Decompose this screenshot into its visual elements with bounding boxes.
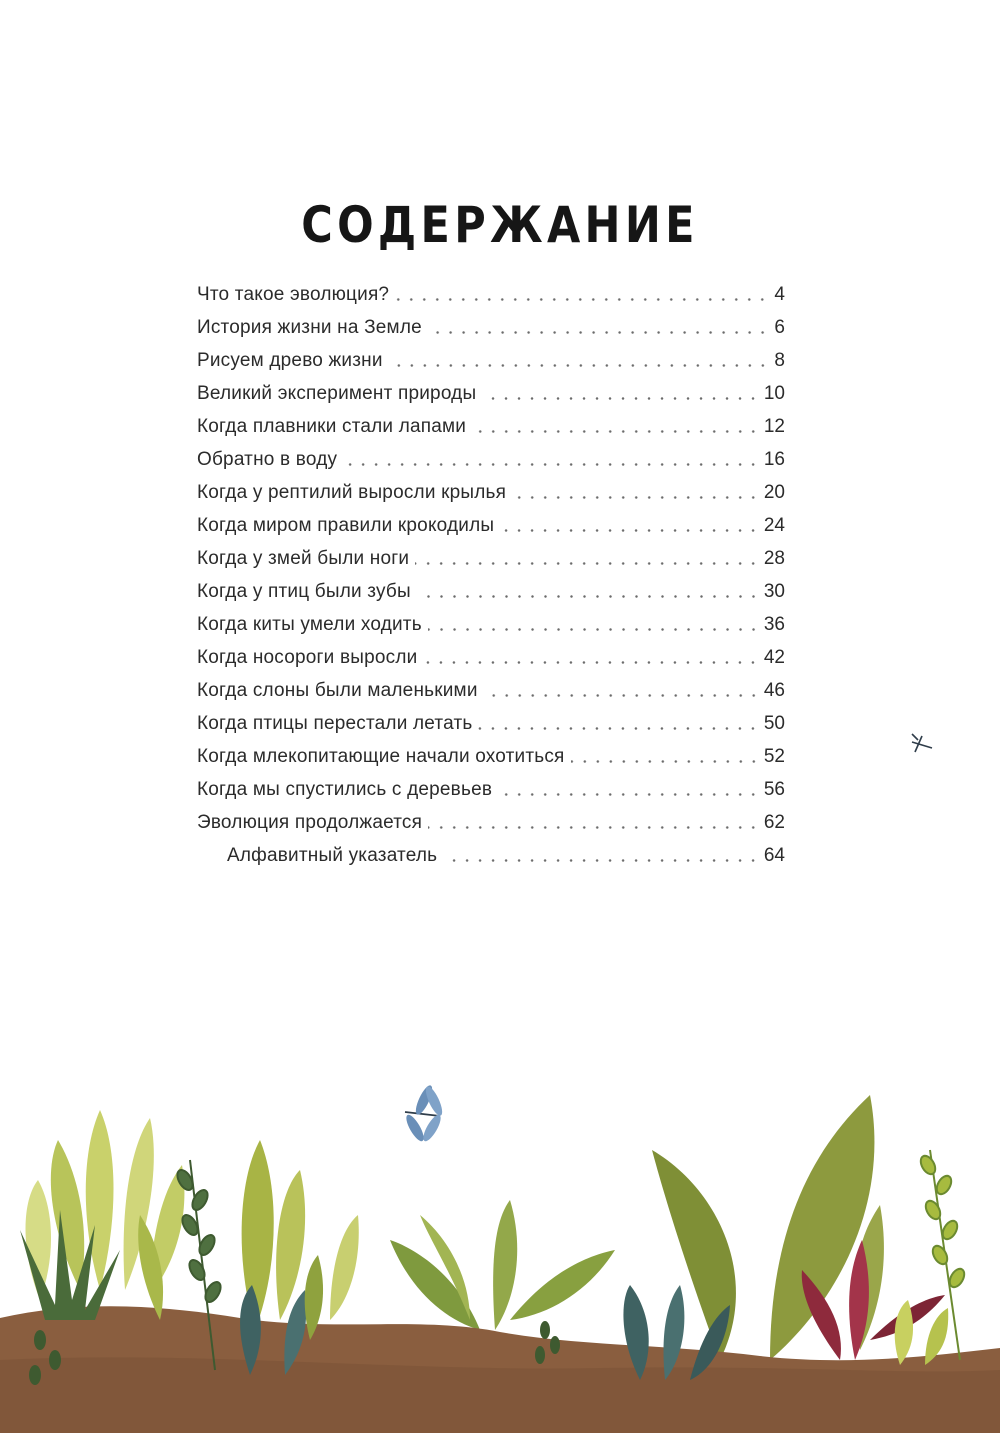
toc-page-number: 36	[763, 614, 785, 635]
toc-page-number: 8	[774, 350, 785, 371]
toc-entry[interactable]	[197, 740, 785, 773]
toc-page-number: 50	[763, 713, 785, 734]
toc-page-number: 4	[774, 284, 785, 305]
toc-page-number: 6	[774, 317, 785, 338]
toc-entry[interactable]	[197, 311, 785, 344]
dragonfly-icon	[403, 1083, 445, 1143]
toc-entry-label: Алфавитный указатель	[227, 845, 438, 866]
toc-entry-label: История жизни на Земле	[197, 317, 422, 338]
toc-page-number: 20	[763, 482, 785, 503]
dot-leader	[478, 727, 759, 730]
toc-entry[interactable]	[197, 443, 785, 476]
toc-entry-label: Когда у рептилий выросли крылья	[197, 482, 507, 503]
dot-leader	[415, 562, 760, 565]
page-title: СОДЕРЖАНИЕ	[301, 196, 699, 254]
toc-entry-label: Что такое эволюция?	[197, 284, 390, 305]
dot-leader	[512, 496, 760, 499]
toc-entry-label: Когда млекопитающие начали охотиться	[197, 746, 565, 767]
dot-leader	[443, 859, 760, 862]
dot-leader	[423, 661, 759, 664]
toc-entry-label: Когда у змей были ноги	[197, 548, 410, 569]
toc-page-number: 16	[763, 449, 785, 470]
dot-leader	[428, 628, 760, 631]
toc-entry-label: Когда мы спустились с деревьев	[197, 779, 493, 800]
dot-leader	[389, 364, 769, 367]
toc-entry[interactable]	[197, 773, 785, 806]
dot-leader	[428, 826, 760, 829]
toc-entry-label: Великий эксперимент природы	[197, 383, 477, 404]
toc-page-number: 56	[763, 779, 785, 800]
dot-leader	[428, 331, 769, 334]
toc-entry[interactable]	[197, 608, 785, 641]
toc-entry[interactable]	[197, 344, 785, 377]
toc-entry-label: Когда киты умели ходить	[197, 614, 422, 635]
toc-page-number: 52	[763, 746, 785, 767]
toc-page-number: 30	[763, 581, 785, 602]
toc-page-number: 28	[763, 548, 785, 569]
toc-page-number: 62	[763, 812, 785, 833]
toc-entry[interactable]	[197, 377, 785, 410]
toc-page-number: 24	[763, 515, 785, 536]
dot-leader	[417, 595, 760, 598]
toc-entry-label: Когда плавники стали лапами	[197, 416, 467, 437]
toc-entry[interactable]	[197, 410, 785, 443]
toc-entry[interactable]	[197, 641, 785, 674]
toc-entry-label: Эволюция продолжается	[197, 812, 423, 833]
toc-page-number: 46	[763, 680, 785, 701]
dot-leader	[500, 529, 760, 532]
dot-leader	[498, 793, 760, 796]
dot-leader	[395, 298, 769, 301]
toc-page-number: 42	[763, 647, 785, 668]
toc-page-number: 10	[763, 383, 785, 404]
small-dragonfly-icon	[912, 734, 932, 752]
dot-leader	[482, 397, 760, 400]
toc-entry[interactable]	[197, 509, 785, 542]
toc-entry[interactable]	[197, 542, 785, 575]
toc-entry-label: Когда у птиц были зубы	[197, 581, 411, 602]
toc-entry[interactable]	[197, 278, 785, 311]
toc-entry[interactable]	[197, 707, 785, 740]
dot-leader	[571, 760, 760, 763]
toc-page-number: 12	[763, 416, 785, 437]
toc-entry[interactable]	[197, 476, 785, 509]
toc-entry[interactable]	[197, 806, 785, 839]
dot-leader	[472, 430, 760, 433]
toc-entry-label: Обратно в воду	[197, 449, 338, 470]
toc-entry[interactable]	[197, 674, 785, 707]
dot-leader	[484, 694, 760, 697]
toc-entry[interactable]	[197, 575, 785, 608]
toc-entry-label: Рисуем древо жизни	[197, 350, 383, 371]
toc-entry-index[interactable]	[197, 839, 785, 872]
toc-page-number: 64	[763, 845, 785, 866]
toc-entry-label: Когда миром правили крокодилы	[197, 515, 495, 536]
dot-leader	[343, 463, 760, 466]
table-of-contents	[197, 278, 785, 872]
toc-entry-label: Когда птицы перестали летать	[197, 713, 473, 734]
toc-entry-label: Когда носороги выросли	[197, 647, 418, 668]
toc-entry-label: Когда слоны были маленькими	[197, 680, 478, 701]
